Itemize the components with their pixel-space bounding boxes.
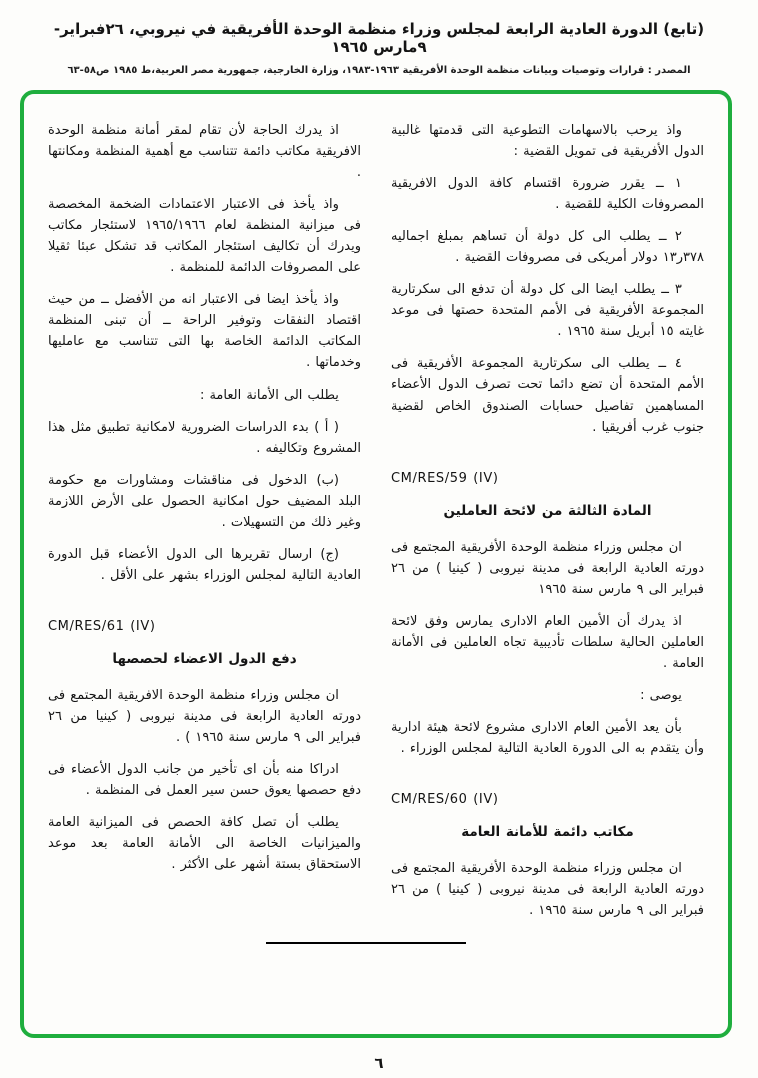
paragraph: اذ يدرك الحاجة لأن تقام لمقر أمانة منظمة الوحدة الافريقية مكاتب دائمة تتناسب مع أهمية المنظمة ومكانتها . — [48, 123, 361, 181]
resolution-ref: CM/RES/61 (IV) — [48, 618, 156, 634]
paragraph: ان مجلس وزراء منظمة الوحدة الأفريقية المجتمع فى دورته العادية الرابعة فى مدينة نيروبى ( كينيا ) من ٢٦ فبراير الى ٩ مارس سنة ١٩٦٥ . — [391, 860, 704, 918]
paragraph: بأن يعد الأمين العام الادارى مشروع لائحة هيئة ادارية وأن يتقدم به الى الدورة العادية التالية لمجلس الوزراء . — [391, 719, 704, 756]
resolution-ref: CM/RES/59 (IV) — [391, 470, 499, 486]
paragraph: (ج) ارسال تقريرها الى الدول الأعضاء قبل الدورة العادية التالية لمجلس الوزراء بشهر على الأقل . — [48, 546, 361, 583]
paragraph: ٤ ــ يطلب الى سكرتارية المجموعة الأفريقية فى الأمم المتحدة أن تضع دائما تحت تصرف الدول الأعضاء المساهمين تفاصيل حسابات الصندوق الخاص لقضية جنوب غرب أفريقيا . — [391, 356, 704, 435]
paragraph: واذ يرحب بالاسهامات التطوعية التى قدمتها غالبية الدول الأفريقية فى تمويل القضية : — [391, 123, 704, 160]
paragraph: اذ يدرك أن الأمين العام الادارى يمارس وفق لائحة العاملين الحالية سلطات تأديبية تجاه العاملين فى الأمانة العامة . — [391, 613, 704, 671]
columns — [48, 120, 704, 932]
separator-line — [266, 942, 466, 944]
resolution-ref: CM/RES/60 (IV) — [391, 791, 499, 807]
paragraph: يطلب الى الأمانة العامة : — [199, 387, 339, 403]
content-border-box — [20, 90, 732, 1038]
section-heading: المادة الثالثة من لائحة العاملين — [443, 502, 652, 519]
paragraph: يوصى : — [640, 687, 682, 703]
paragraph: ان مجلس وزراء منظمة الوحدة الأفريقية المجتمع فى دورته العادية الرابعة فى مدينة نيروبى ( كينيا ) من ٢٦ فبراير الى ٩ مارس سنة ١٩٦٥ — [391, 539, 704, 597]
right-column — [391, 120, 704, 932]
section-heading: مكاتب دائمة للأمانة العامة — [461, 823, 634, 840]
paragraph: ١ ــ يقرر ضرورة اقتسام كافة الدول الافريقية المصروفات الكلية للقضية . — [391, 176, 704, 213]
paragraph: ٢ ــ يطلب الى كل دولة أن تساهم بمبلغ اجماليه ٣٧٨ر١٣ دولار أمريكى فى مصروفات القضية . — [391, 229, 704, 266]
page-number: ٦ — [374, 1054, 384, 1072]
section-heading: دفع الدول الاعضاء لحصصها — [112, 650, 297, 667]
paragraph: ٣ ــ يطلب ايضا الى كل دولة أن تدفع الى سكرتارية المجموعة الأفريقية فى الأمم المتحدة حصتها فى موعد غايته ١٥ أبريل سنة ١٩٦٥ . — [391, 282, 704, 340]
paragraph: واذ يأخذ فى الاعتبار الاعتمادات الضخمة المخصصة فى ميزانية المنظمة لعام ١٩٦٥/١٩٦٦ لاستئجار مكاتب ويدرك أن تكاليف استئجار المكاتب قد تشكل عبئا ثقيلا على المصروفات الدائمة للمنظمة . — [48, 197, 361, 276]
paragraph: ان مجلس وزراء منظمة الوحدة الافريقية المجتمع فى دورته العادية الرابعة فى مدينة نيروبى ( كينيا من ٢٦ فبراير الى ٩ مارس سنة ١٩٦٥ ) . — [48, 687, 361, 745]
page-title: (تابع) الدورة العادية الرابعة لمجلس وزراء منظمة الوحدة الأفريقية في نيروبي، ٢٦فبراير- ٩مارس ١٩٦٥ — [53, 20, 705, 56]
paragraph: ادراكا منه بأن اى تأخير من جانب الدول الأعضاء فى دفع حصصها يعوق حسن سير العمل فى المنظمة . — [48, 761, 361, 798]
source-line: المصدر : قرارات وتوصيات وبيانات منظمة الوحدة الأفريقية ١٩٦٣-١٩٨٣، وزارة الخارجية، جمهورية مصر العربية،ط ١٩٨٥ ص٥٨-٦٣ — [67, 65, 691, 76]
paragraph: يطلب أن تصل كافة الحصص فى الميزانية العامة والميزانيات الخاصة الى الأمانة العامة بعد موعد الاستحقاق بستة أشهر على الأكثر . — [48, 815, 361, 873]
paragraph: واذ يأخذ ايضا فى الاعتبار انه من الأفضل ــ من حيث اقتصاد النفقات وتوفير الراحة ــ أن تبنى المنظمة المكاتب الدائمة الخاصة بها التى تتناسب مع عامليها وخدماتها . — [48, 292, 361, 371]
left-column — [48, 120, 361, 932]
paragraph: (ب) الدخول فى مناقشات ومشاورات مع حكومة البلد المضيف حول امكانية الحصول على الأرض اللازمة وغير ذلك من التسهيلات . — [48, 472, 361, 530]
page-header — [0, 0, 758, 76]
paragraph: ( أ ) بدء الدراسات الضرورية لامكانية تطبيق مثل هذا المشروع وتكاليفه . — [48, 419, 361, 456]
